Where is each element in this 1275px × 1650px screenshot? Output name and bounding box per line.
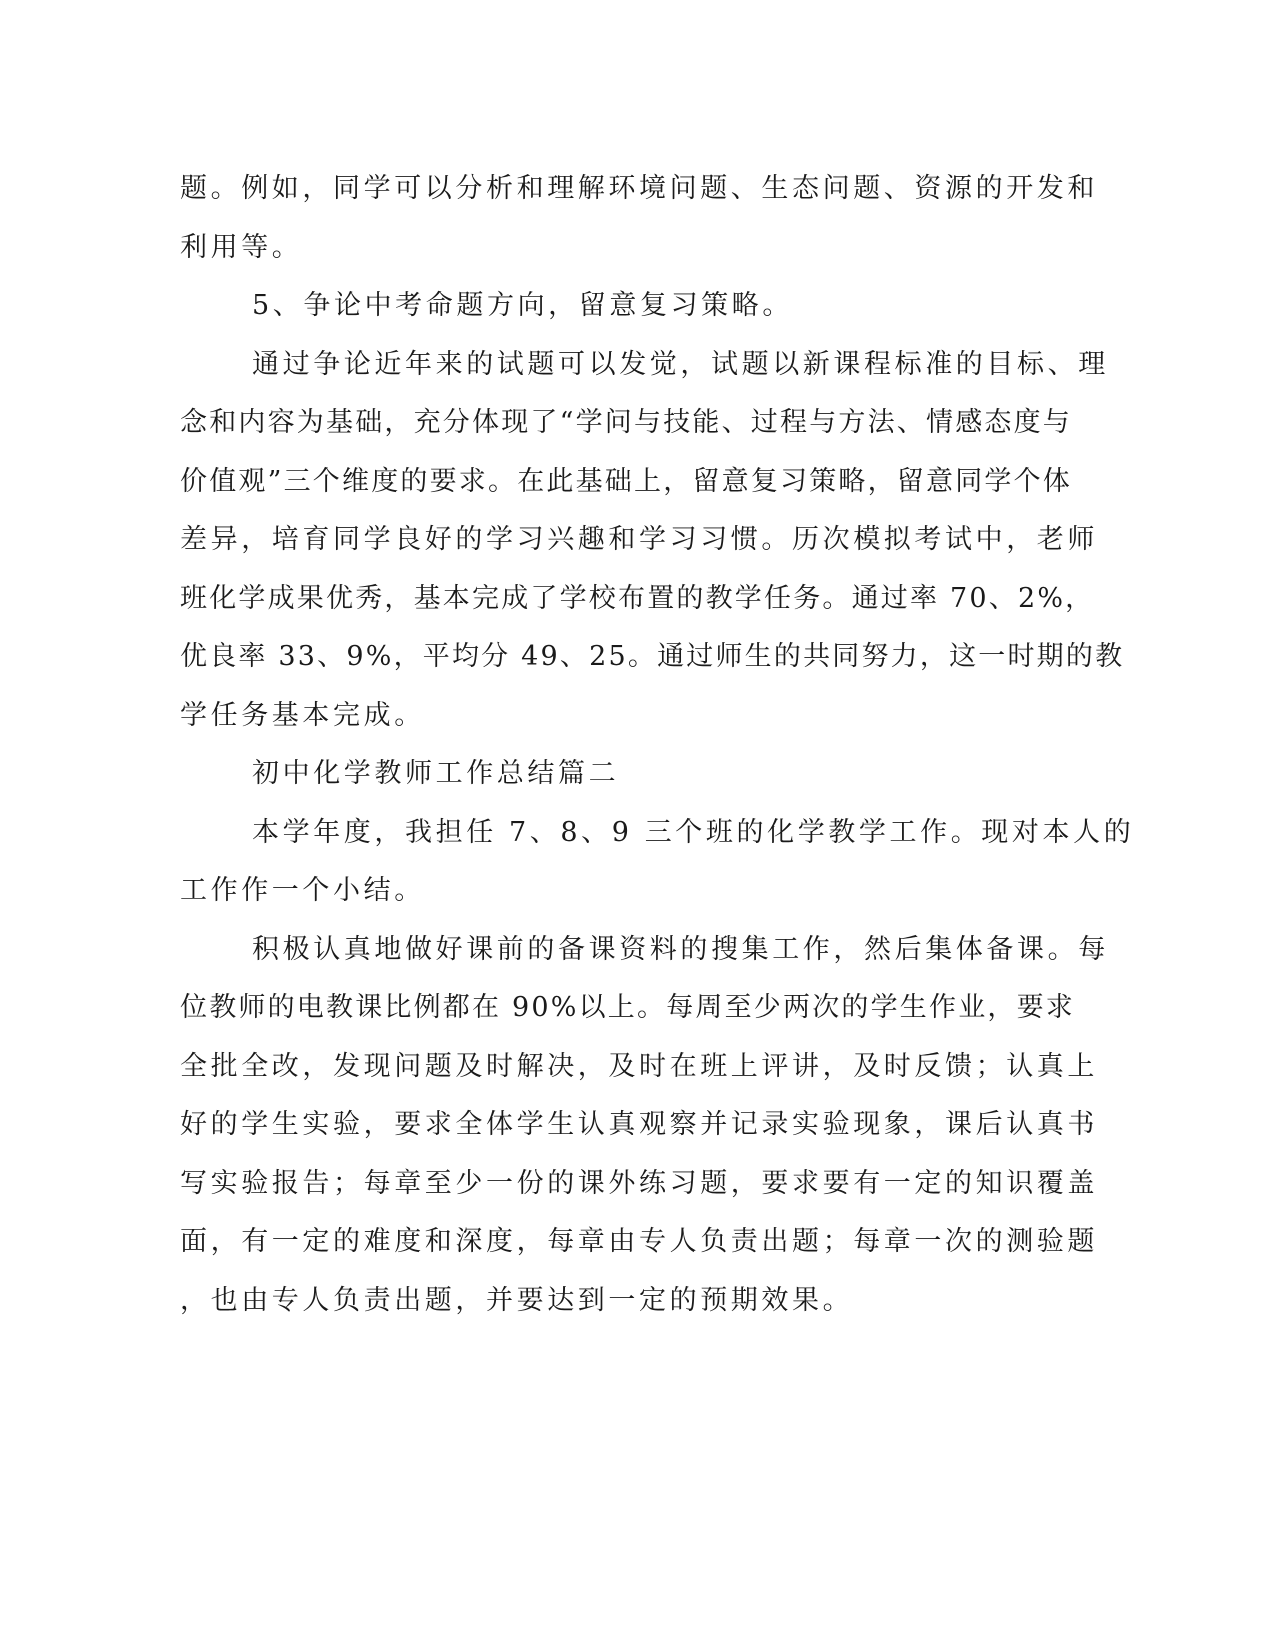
article-title: 初中化学教师工作总结篇二 (252, 758, 620, 789)
text-line: 班化学成果优秀，基本完成了学校布置的教学任务。通过率 70、2%， (180, 582, 1095, 614)
text-line: 利用等。 (180, 231, 303, 263)
text-line: 积极认真地做好课前的备课资料的搜集工作，然后集体备课。每 (252, 933, 1109, 965)
text-line: 工作作一个小结。 (180, 875, 425, 906)
text-line: ，也由专人负责出题，并要达到一定的预期效果。 (180, 1284, 854, 1316)
text-line: 优良率 33、9%，平均分 49、25。通过师生的共同努力，这一时期的教 (180, 641, 1125, 672)
text-line: 学任务基本完成。 (180, 699, 425, 731)
text-line: 念和内容为基础，充分体现了“学问与技能、过程与方法、情感态度与 (180, 407, 1073, 438)
text-line: 本学年度，我担任 7、8、9 三个班的化学教学工作。现对本人的 (252, 816, 1135, 848)
section-heading: 5、争论中考命题方向，留意复习策略。 (252, 290, 793, 321)
text-line: 面，有一定的难度和深度，每章由专人负责出题；每章一次的测验题 (180, 1226, 1098, 1257)
text-line: 全批全改，发现问题及时解决，及时在班上评讲，及时反馈；认真上 (180, 1050, 1098, 1082)
text-line: 差异，培育同学良好的学习兴趣和学习习惯。历次模拟考试中，老师 (180, 524, 1098, 555)
text-line: 题。例如，同学可以分析和理解环境问题、生态问题、资源的开发和 (180, 173, 1098, 204)
document-body (180, 160, 1135, 1330)
text-line: 位教师的电教课比例都在 90%以上。每周至少两次的学生作业，要求 (180, 992, 1075, 1023)
text-line: 好的学生实验，要求全体学生认真观察并记录实验现象，课后认真书 (180, 1109, 1098, 1140)
text-line: 价值观”三个维度的要求。在此基础上，留意复习策略，留意同学个体 (180, 465, 1073, 497)
text-line: 通过争论近年来的试题可以发觉，试题以新课程标准的目标、理 (252, 348, 1109, 380)
text-line: 写实验报告；每章至少一份的课外练习题，要求要有一定的知识覆盖 (180, 1167, 1098, 1199)
